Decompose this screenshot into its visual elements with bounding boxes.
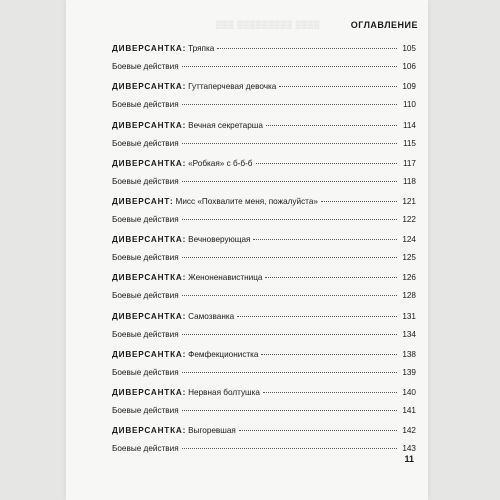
toc-leader-dots	[182, 66, 397, 67]
toc-entry-title: Боевые действия	[112, 253, 179, 263]
toc-leader-dots	[182, 334, 397, 335]
toc-entry-title: Боевые действия	[112, 176, 179, 186]
toc-leader-dots	[182, 410, 397, 411]
toc-entry-page: 128	[402, 291, 416, 301]
toc-entry-page: 126	[402, 273, 416, 283]
toc-entry-page: 110	[402, 100, 416, 110]
toc-entry-author: ДИВЕРСАНТКА:	[112, 44, 187, 54]
toc-entry-title: Выгоревшая	[188, 426, 236, 436]
toc-entry-title: Боевые действия	[112, 214, 179, 224]
toc-entry-title: Боевые действия	[112, 444, 179, 454]
toc-entry-page: 118	[402, 176, 416, 186]
toc-entry-page: 142	[402, 426, 416, 436]
toc-entry-title: Боевые действия	[112, 329, 179, 339]
toc-entry-title: Гуттаперчевая девочка	[188, 82, 277, 92]
toc-entry-author: ДИВЕРСАНТКА:	[112, 273, 187, 283]
toc-entry-page: 139	[402, 367, 416, 377]
toc-subentry	[112, 253, 416, 271]
toc-leader-dots	[182, 143, 397, 144]
toc-entry-page: 138	[402, 349, 416, 359]
toc-leader-dots	[182, 219, 397, 220]
toc-entry-author: ДИВЕРСАНТКА:	[112, 387, 187, 397]
toc-chapter-entry	[112, 82, 416, 100]
toc-leader-dots	[265, 277, 397, 278]
toc-leader-dots	[266, 125, 397, 126]
toc-leader-dots	[321, 201, 397, 202]
toc-leader-dots	[182, 104, 397, 105]
toc-subentry	[112, 62, 416, 80]
toc-chapter-entry	[112, 159, 416, 177]
toc-entry-title: Самозванка	[188, 311, 235, 321]
toc-entry-title: «Робкая» с б-б-б	[188, 158, 253, 168]
toc-entry-title: Боевые действия	[112, 62, 179, 72]
table-of-contents	[112, 42, 416, 462]
toc-entry-page: 114	[402, 120, 416, 130]
toc-entry-title: Боевые действия	[112, 367, 179, 377]
toc-subentry	[112, 368, 416, 386]
toc-chapter-entry	[112, 350, 416, 368]
toc-chapter-entry	[112, 312, 416, 330]
toc-leader-dots	[182, 257, 397, 258]
toc-entry-title: Боевые действия	[112, 291, 179, 301]
toc-entry-author: ДИВЕРСАНТКА:	[112, 235, 187, 245]
toc-leader-dots	[182, 448, 397, 449]
toc-entry-page: 105	[402, 44, 416, 54]
page-title: ОГЛАВЛЕНИЕ	[350, 20, 418, 30]
toc-chapter-entry	[112, 388, 416, 406]
toc-entry-author: ДИВЕРСАНТКА:	[112, 120, 187, 130]
toc-entry-page: 134	[402, 329, 416, 339]
book-page	[66, 0, 428, 500]
toc-entry-title: Мисс «Похвалите меня, пожалуйста»	[175, 196, 318, 206]
toc-chapter-entry	[112, 44, 416, 62]
toc-entry-title: Вечная секретарша	[188, 120, 263, 130]
toc-entry-page: 115	[402, 138, 416, 148]
toc-entry-author: ДИВЕРСАНТ:	[112, 196, 174, 206]
toc-entry-page: 141	[402, 405, 416, 415]
toc-leader-dots	[239, 430, 397, 431]
toc-entry-author: ДИВЕРСАНТКА:	[112, 158, 187, 168]
toc-leader-dots	[263, 392, 397, 393]
toc-entry-title: Фемфекционистка	[188, 349, 259, 359]
toc-entry-title: Боевые действия	[112, 405, 179, 415]
toc-leader-dots	[256, 163, 398, 164]
toc-leader-dots	[182, 181, 397, 182]
toc-entry-author: ДИВЕРСАНТКА:	[112, 426, 187, 436]
toc-chapter-entry	[112, 426, 416, 444]
toc-entry-title: Женоненавистница	[188, 273, 263, 283]
toc-entry-author: ДИВЕРСАНТКА:	[112, 349, 187, 359]
toc-entry-page: 143	[402, 444, 416, 454]
toc-subentry	[112, 444, 416, 462]
toc-leader-dots	[261, 354, 397, 355]
toc-leader-dots	[182, 295, 397, 296]
toc-leader-dots	[217, 48, 397, 49]
toc-leader-dots	[237, 316, 397, 317]
toc-leader-dots	[279, 86, 397, 87]
toc-entry-title: Нервная болтушка	[188, 387, 260, 397]
toc-entry-page: 125	[402, 253, 416, 263]
toc-entry-title: Боевые действия	[112, 100, 179, 110]
toc-subentry	[112, 215, 416, 233]
toc-entry-author: ДИВЕРСАНТКА:	[112, 82, 187, 92]
toc-entry-page: 131	[402, 311, 416, 321]
toc-chapter-entry	[112, 273, 416, 291]
toc-entry-author: ДИВЕРСАНТКА:	[112, 311, 187, 321]
toc-subentry	[112, 177, 416, 195]
toc-chapter-entry	[112, 121, 416, 139]
toc-subentry	[112, 139, 416, 157]
toc-subentry	[112, 100, 416, 118]
toc-entry-title: Вечноверующая	[188, 235, 251, 245]
page-number: 11	[404, 454, 414, 464]
toc-entry-page: 109	[402, 82, 416, 92]
toc-entry-page: 122	[402, 214, 416, 224]
toc-entry-page: 140	[402, 387, 416, 397]
toc-chapter-entry	[112, 197, 416, 215]
toc-leader-dots	[253, 239, 397, 240]
toc-leader-dots	[182, 372, 397, 373]
toc-subentry	[112, 330, 416, 348]
toc-entry-title: Тряпка	[188, 44, 215, 54]
bleed-through-text: ▒▒▒ ▒▒▒▒▒▒▒▒▒ ▒▒▒▒	[216, 20, 321, 29]
toc-entry-page: 124	[402, 235, 416, 245]
toc-entry-title: Боевые действия	[112, 138, 179, 148]
toc-subentry	[112, 291, 416, 309]
toc-entry-page: 117	[402, 158, 416, 168]
toc-entry-page: 121	[402, 196, 416, 206]
toc-chapter-entry	[112, 235, 416, 253]
toc-subentry	[112, 406, 416, 424]
toc-entry-page: 106	[402, 62, 416, 72]
